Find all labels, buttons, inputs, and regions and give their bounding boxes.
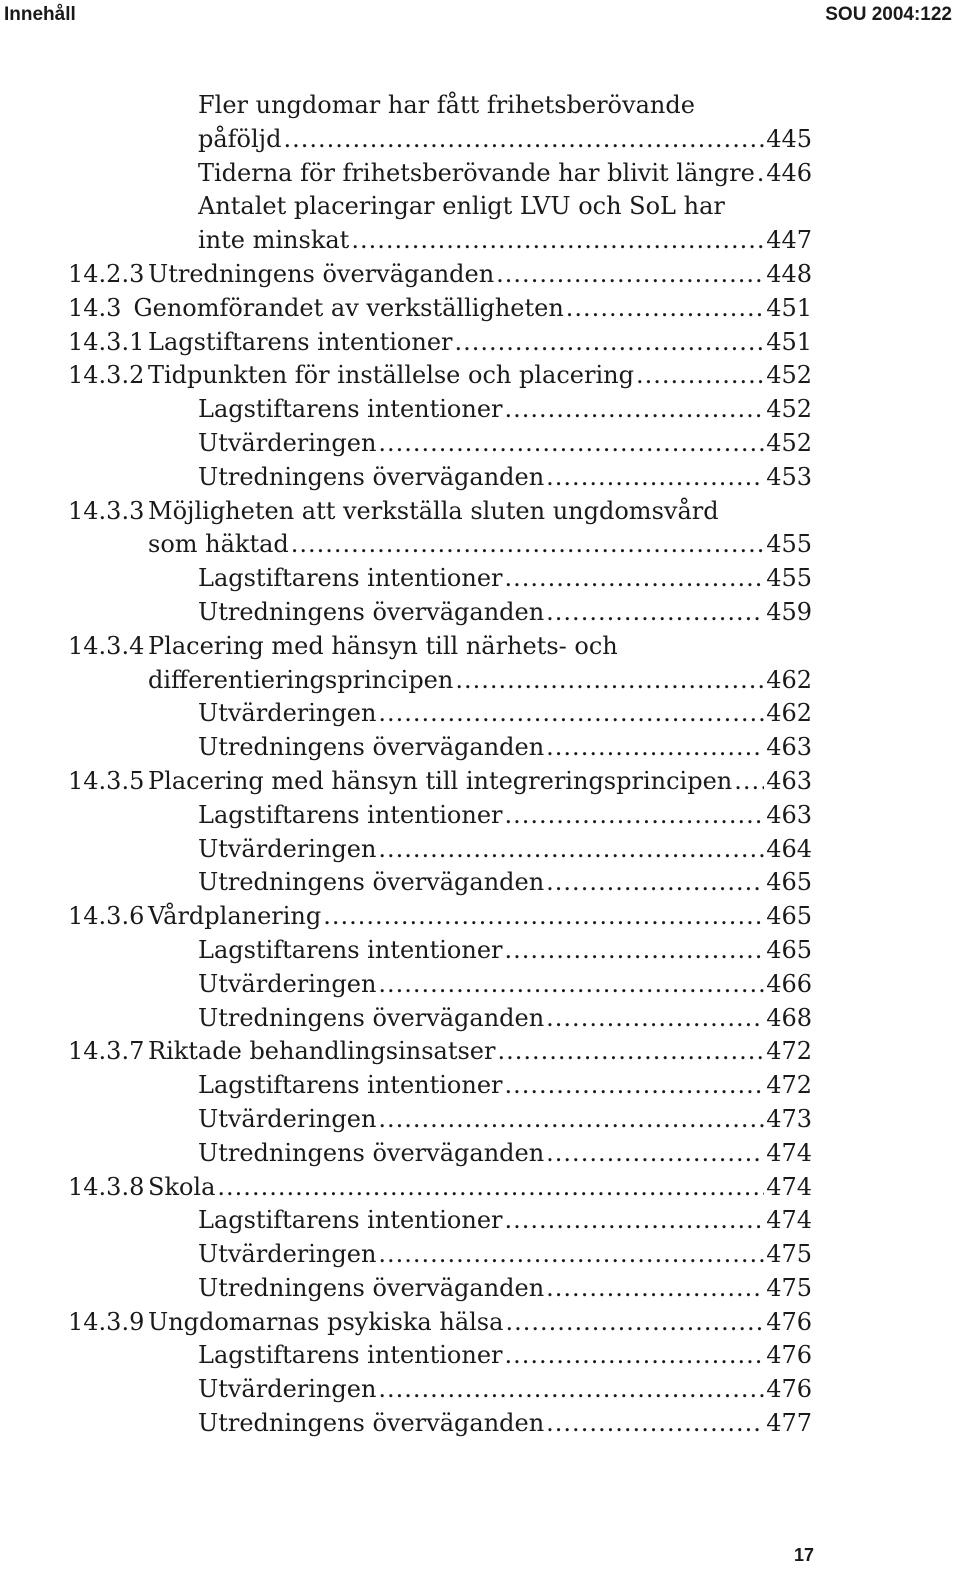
toc-entry xyxy=(198,89,695,123)
toc-row xyxy=(0,326,960,360)
toc-dot-leader xyxy=(546,1137,764,1171)
toc-entry xyxy=(68,1035,764,1069)
toc-entry xyxy=(198,833,764,867)
toc-entry xyxy=(198,1272,764,1306)
toc-entry xyxy=(198,1339,764,1373)
toc-row xyxy=(0,258,960,292)
toc-title: Utredningens överväganden xyxy=(198,597,545,626)
toc-dot-leader xyxy=(636,359,764,393)
toc-row xyxy=(0,461,960,495)
toc-entry xyxy=(198,1373,764,1407)
toc-title: Lagstiftarens intentioner xyxy=(198,564,503,593)
toc-section-number: 14.3 xyxy=(68,293,122,322)
toc-row xyxy=(0,1272,960,1306)
toc-dot-leader xyxy=(291,528,764,562)
toc-entry xyxy=(198,1238,764,1272)
toc-dot-leader xyxy=(757,157,764,191)
toc-entry xyxy=(148,528,764,562)
toc-page-number: 475 xyxy=(766,1273,812,1302)
toc-page-number: 465 xyxy=(766,868,812,897)
toc-row xyxy=(0,528,960,562)
toc-title: differentieringsprincipen xyxy=(148,665,454,694)
toc-row xyxy=(0,1373,960,1407)
toc-entry xyxy=(68,900,764,934)
toc-section-number: 14.3.7 xyxy=(68,1037,145,1066)
toc-title: Utvärderingen xyxy=(198,1104,377,1133)
toc-title: som häktad xyxy=(148,530,289,559)
toc-entry xyxy=(68,1171,764,1205)
toc-entry xyxy=(198,224,764,258)
toc-page-number: 453 xyxy=(766,462,812,491)
toc-entry xyxy=(68,326,764,360)
toc-row xyxy=(0,89,960,123)
toc-page-number: 455 xyxy=(766,564,812,593)
toc-page-number: 459 xyxy=(766,597,812,626)
toc-title: Placering med hänsyn till närhets- och xyxy=(148,631,618,660)
toc-row xyxy=(0,190,960,224)
toc-page-number: 466 xyxy=(766,969,812,998)
toc-title: Fler ungdomar har fått frihetsberövande xyxy=(198,91,695,119)
toc-page-number: 445 xyxy=(766,124,812,153)
toc-page-number: 448 xyxy=(766,259,812,288)
toc-dot-leader xyxy=(496,258,764,292)
toc-page-number: 472 xyxy=(766,1037,812,1066)
document-id: SOU 2004:122 xyxy=(825,4,952,25)
toc-dot-leader xyxy=(455,664,764,698)
toc-dot-leader xyxy=(505,799,765,833)
toc-dot-leader xyxy=(323,900,764,934)
toc-row xyxy=(0,495,960,529)
toc-page-number: 462 xyxy=(766,665,812,694)
toc-row xyxy=(0,900,960,934)
toc-row xyxy=(0,1002,960,1036)
toc-row xyxy=(0,968,960,1002)
toc-title: Utredningens överväganden xyxy=(198,733,545,762)
toc-row xyxy=(0,562,960,596)
toc-entry xyxy=(148,664,764,698)
toc-title: Möjligheten att verkställa sluten ungdomsvård xyxy=(148,496,719,525)
toc-row xyxy=(0,1204,960,1238)
table-of-contents xyxy=(0,89,960,1441)
toc-row xyxy=(0,1137,960,1171)
toc-section-number: 14.3.1 xyxy=(68,327,145,356)
toc-page-number: 462 xyxy=(766,699,812,728)
toc-title: Utredningens överväganden xyxy=(198,462,545,491)
toc-title: Utredningens överväganden xyxy=(148,259,495,288)
toc-page-number: 463 xyxy=(766,766,812,795)
toc-title: Utredningens överväganden xyxy=(198,1003,545,1032)
toc-page-number: 455 xyxy=(766,530,812,559)
toc-dot-leader xyxy=(378,697,764,731)
toc-page-number: 476 xyxy=(766,1307,812,1336)
toc-dot-leader xyxy=(566,292,764,326)
toc-dot-leader xyxy=(546,461,764,495)
toc-dot-leader xyxy=(378,427,764,461)
toc-dot-leader xyxy=(497,1035,764,1069)
toc-row xyxy=(0,731,960,765)
toc-row xyxy=(0,427,960,461)
toc-entry xyxy=(198,968,764,1002)
toc-page-number: 474 xyxy=(766,1172,812,1201)
page-number: 17 xyxy=(793,1545,814,1565)
toc-title: Vårdplanering xyxy=(148,902,322,931)
toc-page-number: 477 xyxy=(766,1409,812,1438)
toc-dot-leader xyxy=(546,596,764,630)
toc-page-number: 452 xyxy=(766,428,812,457)
toc-dot-leader xyxy=(378,1238,764,1272)
toc-dot-leader xyxy=(378,1103,764,1137)
toc-section-number: 14.3.9 xyxy=(68,1307,145,1336)
toc-dot-leader xyxy=(378,833,764,867)
toc-title: Utredningens överväganden xyxy=(198,868,545,897)
toc-row xyxy=(0,833,960,867)
toc-dot-leader xyxy=(546,731,764,765)
toc-dot-leader xyxy=(283,123,764,157)
toc-dot-leader xyxy=(505,934,765,968)
toc-title: påföljd xyxy=(198,124,282,153)
toc-page-number: 473 xyxy=(766,1104,812,1133)
toc-entry xyxy=(198,697,764,731)
toc-row xyxy=(0,393,960,427)
toc-entry xyxy=(198,799,764,833)
toc-title: Utvärderingen xyxy=(198,428,377,457)
toc-row xyxy=(0,123,960,157)
toc-title: Utvärderingen xyxy=(198,834,377,863)
toc-row xyxy=(0,1238,960,1272)
toc-dot-leader xyxy=(546,1002,764,1036)
toc-dot-leader xyxy=(546,1272,764,1306)
toc-title: Genomförandet av verkställigheten xyxy=(133,293,564,322)
toc-row xyxy=(0,630,960,664)
toc-section-number: 14.3.6 xyxy=(68,902,145,931)
section-title: Innehåll xyxy=(4,4,76,25)
toc-page-number: 476 xyxy=(766,1341,812,1370)
toc-row xyxy=(0,799,960,833)
toc-entry xyxy=(198,866,764,900)
toc-page-number: 451 xyxy=(766,327,812,356)
toc-dot-leader xyxy=(351,224,764,258)
toc-title: Utvärderingen xyxy=(198,1375,377,1404)
toc-dot-leader xyxy=(505,1069,765,1103)
toc-section-number: 14.3.3 xyxy=(68,496,145,525)
toc-title: Antalet placeringar enligt LVU och SoL har xyxy=(198,192,725,221)
toc-dot-leader xyxy=(217,1171,764,1205)
toc-title: Tiderna för frihetsberövande har blivit längre xyxy=(198,158,755,187)
toc-dot-leader xyxy=(546,1407,764,1441)
toc-entry xyxy=(68,495,719,529)
toc-row xyxy=(0,934,960,968)
toc-row xyxy=(0,1103,960,1137)
toc-entry xyxy=(198,596,764,630)
toc-section-number: 14.3.4 xyxy=(68,631,145,660)
toc-row xyxy=(0,359,960,393)
toc-title: Ungdomarnas psykiska hälsa xyxy=(148,1307,504,1336)
toc-row xyxy=(0,765,960,799)
toc-page-number: 451 xyxy=(766,293,812,322)
toc-row xyxy=(0,292,960,326)
toc-page-number: 464 xyxy=(766,834,812,863)
toc-dot-leader xyxy=(505,1204,765,1238)
toc-row xyxy=(0,866,960,900)
toc-dot-leader xyxy=(505,393,765,427)
toc-row xyxy=(0,697,960,731)
toc-title: Riktade behandlingsinsatser xyxy=(148,1037,496,1066)
toc-dot-leader xyxy=(734,765,764,799)
toc-page-number: 446 xyxy=(766,158,812,187)
toc-page-number: 474 xyxy=(766,1206,812,1235)
toc-entry xyxy=(198,190,725,224)
toc-entry xyxy=(68,359,764,393)
toc-section-number: 14.3.2 xyxy=(68,361,145,390)
toc-title: Utvärderingen xyxy=(198,969,377,998)
toc-title: Lagstiftarens intentioner xyxy=(198,1071,503,1100)
toc-title: Lagstiftarens intentioner xyxy=(148,327,453,356)
toc-entry xyxy=(198,123,764,157)
toc-page-number: 447 xyxy=(766,226,812,255)
toc-entry xyxy=(198,1002,764,1036)
toc-page-number: 452 xyxy=(766,395,812,424)
toc-page-number: 476 xyxy=(766,1375,812,1404)
toc-dot-leader xyxy=(378,1373,764,1407)
toc-entry xyxy=(68,258,764,292)
toc-dot-leader xyxy=(546,866,764,900)
toc-dot-leader xyxy=(505,1306,764,1340)
toc-row xyxy=(0,1339,960,1373)
toc-page-number: 463 xyxy=(766,733,812,762)
toc-page-number: 468 xyxy=(766,1003,812,1032)
toc-entry xyxy=(68,1306,764,1340)
toc-title: Utvärderingen xyxy=(198,1240,377,1269)
page-header xyxy=(0,0,960,33)
toc-page-number: 463 xyxy=(766,800,812,829)
toc-row xyxy=(0,596,960,630)
toc-title: Utvärderingen xyxy=(198,699,377,728)
toc-entry xyxy=(198,562,764,596)
toc-entry xyxy=(198,393,764,427)
toc-title: Lagstiftarens intentioner xyxy=(198,1341,503,1370)
toc-entry xyxy=(68,765,764,799)
toc-entry xyxy=(68,292,764,326)
toc-dot-leader xyxy=(378,968,764,1002)
toc-dot-leader xyxy=(505,562,765,596)
toc-entry xyxy=(198,1204,764,1238)
toc-page-number: 475 xyxy=(766,1240,812,1269)
toc-page-number: 452 xyxy=(766,361,812,390)
toc-row xyxy=(0,224,960,258)
toc-title: inte minskat xyxy=(198,226,350,255)
toc-title: Utredningens överväganden xyxy=(198,1273,545,1302)
toc-title: Lagstiftarens intentioner xyxy=(198,935,503,964)
toc-entry xyxy=(198,461,764,495)
toc-entry xyxy=(68,630,618,664)
toc-entry xyxy=(198,934,764,968)
toc-entry xyxy=(198,731,764,765)
toc-entry xyxy=(198,1069,764,1103)
toc-entry xyxy=(198,427,764,461)
toc-row xyxy=(0,1171,960,1205)
toc-page-number: 465 xyxy=(766,902,812,931)
toc-section-number: 14.3.8 xyxy=(68,1172,145,1201)
toc-entry xyxy=(198,1137,764,1171)
toc-title: Lagstiftarens intentioner xyxy=(198,800,503,829)
toc-page-number: 465 xyxy=(766,935,812,964)
toc-dot-leader xyxy=(455,326,765,360)
toc-section-number: 14.2.3 xyxy=(68,259,145,288)
toc-entry xyxy=(198,1407,764,1441)
toc-page-number: 474 xyxy=(766,1138,812,1167)
toc-title: Lagstiftarens intentioner xyxy=(198,1206,503,1235)
toc-title: Utredningens överväganden xyxy=(198,1409,545,1438)
toc-row xyxy=(0,1069,960,1103)
toc-row xyxy=(0,1407,960,1441)
toc-title: Utredningens överväganden xyxy=(198,1138,545,1167)
toc-dot-leader xyxy=(505,1339,765,1373)
toc-row xyxy=(0,1306,960,1340)
toc-title: Lagstiftarens intentioner xyxy=(198,395,503,424)
toc-title: Tidpunkten för inställelse och placering xyxy=(148,361,634,390)
toc-row xyxy=(0,664,960,698)
toc-row xyxy=(0,1035,960,1069)
toc-title: Placering med hänsyn till integreringsprincipen xyxy=(148,766,733,795)
toc-row xyxy=(0,157,960,191)
toc-title: Skola xyxy=(148,1172,216,1201)
toc-page-number: 472 xyxy=(766,1071,812,1100)
toc-section-number: 14.3.5 xyxy=(68,766,145,795)
toc-entry xyxy=(198,157,764,191)
toc-entry xyxy=(198,1103,764,1137)
